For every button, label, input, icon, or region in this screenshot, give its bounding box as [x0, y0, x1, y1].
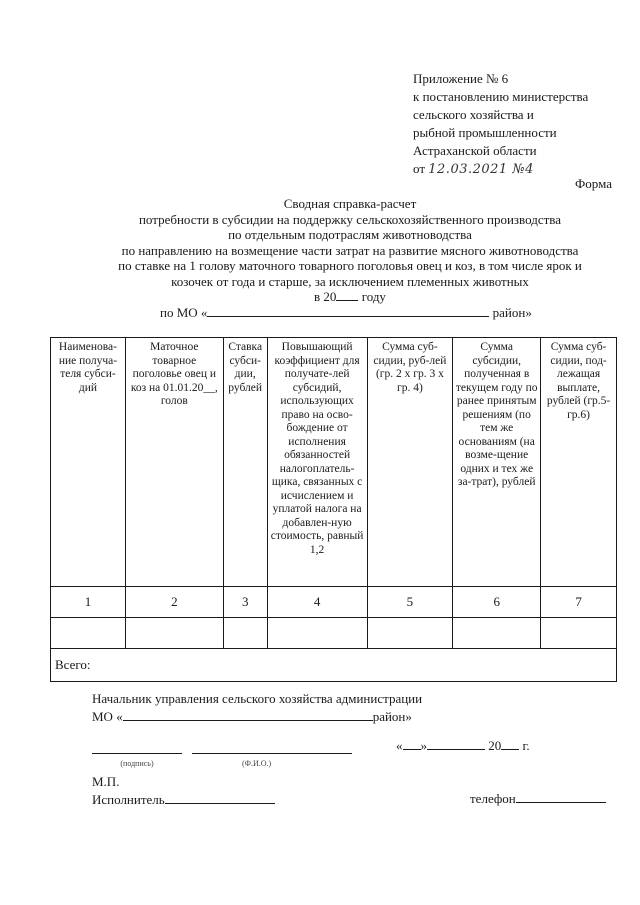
- sign-blank[interactable]: [92, 753, 182, 754]
- column-header: Сумма суб-сидии, под-лежащая выплате, рублей (гр.5-гр.6): [541, 338, 617, 587]
- appendix-line: к постановлению министерства: [413, 89, 589, 104]
- title-year-line: [60, 289, 640, 305]
- fio-blank[interactable]: [192, 753, 352, 754]
- fio-caption: (Ф.И.О.): [242, 759, 272, 768]
- column-number: 5: [367, 587, 453, 618]
- title-line: потребности в субсидии на поддержку сельскохозяйственного производства: [138, 211, 562, 227]
- phone-label: телефон: [470, 791, 516, 806]
- table-data-row: [51, 618, 617, 649]
- title-line: по отдельным подотраслям животноводства: [228, 227, 472, 242]
- table-cell[interactable]: [541, 618, 617, 649]
- signature-mo-blank[interactable]: [123, 720, 373, 721]
- signature-mo-prefix: МО «: [92, 709, 123, 724]
- date-year-suffix: г.: [522, 738, 530, 753]
- sign-caption: (подпись): [120, 759, 154, 768]
- subsidy-table: [50, 337, 617, 682]
- head-signature-block: [92, 690, 422, 726]
- date-field: [396, 738, 530, 754]
- title-line: по ставке на 1 голову маточного товарного поголовья овец и коз, в том числе ярок и: [118, 258, 582, 273]
- title-line: козочек от года и старше, за исключением племенных животных: [171, 273, 529, 289]
- appendix-line: сельского хозяйства и: [413, 107, 534, 122]
- executor-blank[interactable]: [165, 803, 275, 804]
- executor-line: [92, 791, 275, 809]
- stamp-label: М.П.: [92, 774, 120, 789]
- handwritten-date: 12.03.2021 №4: [428, 162, 534, 177]
- month-blank[interactable]: [427, 749, 485, 750]
- title-line: по направлению на возмещение части затрат на развитие мясного животноводства: [121, 242, 579, 258]
- table-cell[interactable]: [223, 618, 267, 649]
- title-line: Сводная справка-расчет: [283, 196, 417, 211]
- column-number: 7: [541, 587, 617, 618]
- appendix-line: рыбной промышленности: [413, 125, 557, 140]
- table-cell[interactable]: [367, 618, 453, 649]
- appendix-date-prefix: от: [413, 161, 426, 176]
- mo-line: [160, 305, 532, 321]
- table-total-row: [51, 649, 617, 682]
- column-header: Сумма субсидии, полученная в текущем году по ранее принятым решениям (по тем же основаниям (на возме-щение одних и тех же за-трат), рублей: [453, 338, 541, 587]
- year-prefix: в 20: [314, 289, 337, 304]
- phone-line: [470, 791, 606, 807]
- table-cell[interactable]: [51, 618, 126, 649]
- table-cell[interactable]: [125, 618, 223, 649]
- date-open-quote: «: [396, 738, 403, 753]
- document-title: [60, 196, 640, 305]
- table-header-row: [51, 338, 617, 587]
- fio-field: [192, 742, 352, 768]
- column-number: 3: [223, 587, 267, 618]
- day-blank[interactable]: [403, 749, 421, 750]
- column-number: 4: [267, 587, 367, 618]
- table-cell[interactable]: [453, 618, 541, 649]
- date-year-blank[interactable]: [501, 749, 519, 750]
- column-header: Ставка субси-дии, рублей: [223, 338, 267, 587]
- head-title-line: Начальник управления сельского хозяйства администрации: [92, 691, 423, 706]
- column-header: Сумма суб-сидии, руб-лей (гр. 2 х гр. 3 х гр. 4): [367, 338, 453, 587]
- mo-prefix: по МО «: [160, 305, 208, 320]
- date-year-prefix: 20: [488, 738, 502, 753]
- appendix-block: [413, 70, 588, 179]
- column-header: Маточное товарное поголовье овец и коз на 01.01.20__, голов: [125, 338, 223, 587]
- form-label: Форма: [575, 176, 612, 191]
- year-suffix: году: [361, 289, 386, 304]
- column-header: Повышающий коэффициент для получате-лей субсидий, использующих право на осво-бождение от исполнения обязанностей налогоплатель-щика, связанных с исчислением и уплатой налога на добавлен-ную стоимость, равный 1,2: [267, 338, 367, 587]
- column-number: 2: [125, 587, 223, 618]
- table-cell[interactable]: [267, 618, 367, 649]
- executor-label: Исполнитель: [92, 792, 165, 807]
- bottom-block: [92, 773, 275, 809]
- column-header: Наименова-ние получа-теля субси-дий: [51, 338, 126, 587]
- year-blank[interactable]: [336, 300, 358, 301]
- appendix-date-line: [413, 160, 588, 179]
- signature-mo-suffix: район»: [372, 709, 412, 724]
- column-number-row: [51, 587, 617, 618]
- sign-field: [92, 742, 182, 768]
- column-number: 6: [453, 587, 541, 618]
- date-close-quote: »: [420, 738, 427, 753]
- signature-mo-line: [92, 708, 422, 726]
- phone-blank[interactable]: [516, 802, 606, 803]
- column-number: 1: [51, 587, 126, 618]
- mo-suffix: район»: [492, 305, 532, 320]
- appendix-line: Приложение № 6: [413, 71, 509, 86]
- total-label: Всего:: [51, 649, 617, 682]
- mo-name-blank[interactable]: [207, 316, 489, 317]
- appendix-line: Астраханской области: [413, 143, 537, 158]
